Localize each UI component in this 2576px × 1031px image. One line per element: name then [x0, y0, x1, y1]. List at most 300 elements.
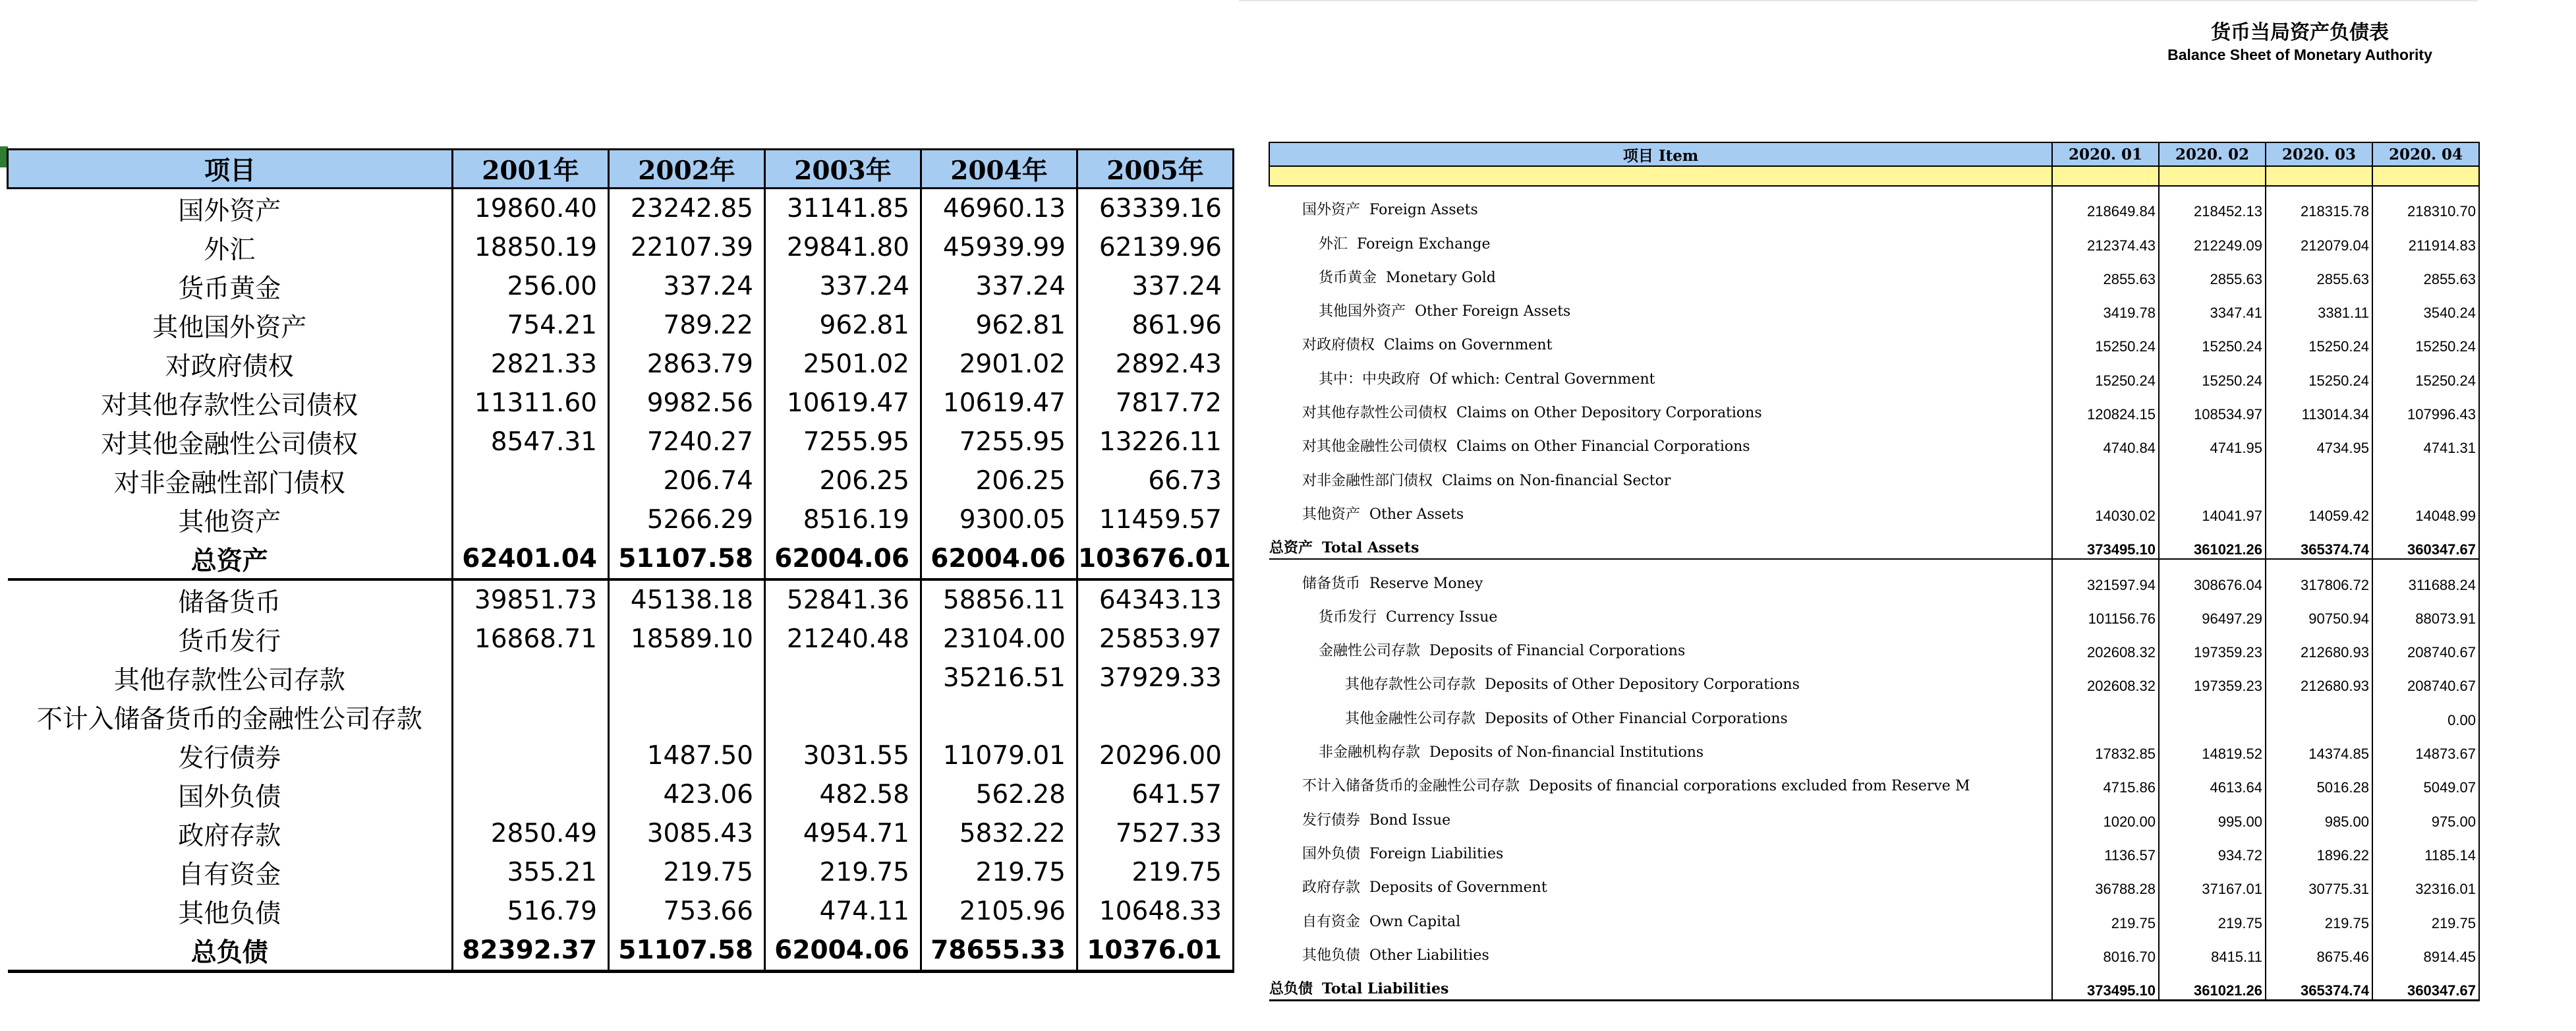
value-cell: 8415.11	[2159, 932, 2266, 966]
row-label	[1269, 423, 2052, 457]
value-cell	[765, 659, 921, 697]
row-label	[1269, 525, 2052, 559]
highlight-cell	[2372, 166, 2479, 186]
value-cell: 197359.23	[2159, 628, 2266, 661]
value-cell: 355.21	[453, 853, 609, 892]
value-cell: 63339.16	[1077, 189, 1234, 229]
table-row	[1269, 763, 2479, 796]
value-cell: 482.58	[765, 775, 921, 814]
row-label-cn: 发行债券	[1302, 811, 1361, 829]
value-cell: 219.75	[2266, 898, 2372, 931]
value-cell: 218315.78	[2266, 186, 2372, 220]
left-header-row	[8, 150, 1234, 189]
row-label-cn: 其他存款性公司存款	[1345, 676, 1476, 693]
value-cell: 37167.01	[2159, 864, 2266, 898]
row-label: 外汇	[8, 228, 453, 267]
value-cell: 13226.11	[1077, 423, 1234, 461]
value-cell: 51107.58	[609, 539, 765, 579]
value-cell: 108534.97	[2159, 390, 2266, 423]
value-cell: 337.24	[609, 267, 765, 306]
value-cell: 212249.09	[2159, 220, 2266, 254]
value-cell	[453, 697, 609, 736]
row-label	[1269, 831, 2052, 864]
value-cell: 36788.28	[2052, 864, 2159, 898]
value-cell: 9982.56	[609, 384, 765, 423]
table-row	[1269, 831, 2479, 864]
row-label: 其他国外资产	[8, 306, 453, 345]
value-cell: 962.81	[921, 306, 1077, 345]
row-label	[1269, 390, 2052, 423]
value-cell: 18589.10	[609, 620, 765, 659]
value-cell: 208740.67	[2372, 628, 2479, 661]
row-label-en: Total Assets	[1322, 539, 1419, 557]
left-balance-table	[7, 148, 1232, 973]
value-cell: 10648.33	[1077, 892, 1234, 931]
row-label-en: Deposits of financial corporations excluded from Reserve M	[1529, 778, 1970, 795]
row-label-cn: 对非金融性部门债权	[1302, 472, 1433, 489]
value-cell: 46960.13	[921, 189, 1077, 229]
value-cell: 4715.86	[2052, 763, 2159, 796]
value-cell: 14030.02	[2052, 491, 2159, 525]
value-cell: 2855.63	[2266, 254, 2372, 288]
table-row	[1269, 729, 2479, 763]
row-label: 发行债券	[8, 736, 453, 775]
value-cell: 82392.37	[453, 931, 609, 972]
row-label-cn: 非金融机构存款	[1319, 744, 1421, 761]
row-label-cn: 国外负债	[1302, 845, 1361, 862]
value-cell: 8547.31	[453, 423, 609, 461]
value-cell: 5266.29	[609, 500, 765, 539]
row-label-en: Claims on Non-financial Sector	[1442, 472, 1671, 489]
value-cell: 641.57	[1077, 775, 1234, 814]
value-cell: 2855.63	[2159, 254, 2266, 288]
row-label	[1269, 322, 2052, 355]
value-cell: 4740.84	[2052, 423, 2159, 457]
value-cell: 14059.42	[2266, 491, 2372, 525]
value-cell: 5016.28	[2266, 763, 2372, 796]
highlight-cell	[2052, 166, 2159, 186]
row-label	[1269, 220, 2052, 254]
row-label-cn: 政府存款	[1302, 879, 1361, 897]
row-label	[1269, 628, 2052, 661]
row-label	[1269, 932, 2052, 966]
row-label-en: Reserve Money	[1369, 575, 1483, 592]
value-cell	[453, 775, 609, 814]
row-label-en: Deposits of Financial Corporations	[1429, 643, 1686, 660]
row-label: 对政府债权	[8, 345, 453, 384]
value-cell: 25853.97	[1077, 620, 1234, 659]
value-cell: 7255.95	[921, 423, 1077, 461]
table-row	[1269, 966, 2479, 1001]
value-cell: 8516.19	[765, 500, 921, 539]
row-label-en: Deposits of Other Depository Corporations	[1485, 676, 1800, 693]
value-cell: 317806.72	[2266, 559, 2372, 593]
table-row	[8, 461, 1234, 500]
table-row	[8, 892, 1234, 931]
value-cell: 15250.24	[2266, 322, 2372, 355]
value-cell: 753.66	[609, 892, 765, 931]
value-cell: 4613.64	[2159, 763, 2266, 796]
row-label-cn: 其中：中央政府	[1319, 370, 1421, 388]
table-row	[8, 931, 1234, 972]
value-cell: 2850.49	[453, 814, 609, 853]
value-cell: 62139.96	[1077, 228, 1234, 267]
value-cell: 219.75	[2159, 898, 2266, 931]
table-row	[1269, 559, 2479, 593]
value-cell: 321597.94	[2052, 559, 2159, 593]
value-cell: 29841.80	[765, 228, 921, 267]
table-row	[1269, 390, 2479, 423]
table-row	[8, 775, 1234, 814]
value-cell: 365374.74	[2266, 966, 2372, 1001]
row-label	[1269, 796, 2052, 830]
table-row	[1269, 186, 2479, 220]
row-label: 政府存款	[8, 814, 453, 853]
value-cell: 14374.85	[2266, 729, 2372, 763]
value-cell: 8016.70	[2052, 932, 2159, 966]
value-cell: 7527.33	[1077, 814, 1234, 853]
row-label: 对其他存款性公司债权	[8, 384, 453, 423]
value-cell: 337.24	[765, 267, 921, 306]
right-header-row	[1269, 142, 2479, 166]
value-cell: 361021.26	[2159, 525, 2266, 559]
table-row	[8, 697, 1234, 736]
row-label: 国外资产	[8, 189, 453, 229]
value-cell: 975.00	[2372, 796, 2479, 830]
value-cell: 19860.40	[453, 189, 609, 229]
row-label-cn: 不计入储备货币的金融性公司存款	[1302, 778, 1520, 795]
value-cell: 52841.36	[765, 579, 921, 620]
row-label-cn: 对政府债权	[1302, 337, 1375, 354]
row-label	[1269, 559, 2052, 593]
value-cell: 365374.74	[2266, 525, 2372, 559]
table-row	[8, 189, 1234, 229]
right-table-title: 货币当局资产负债表	[2211, 21, 2389, 44]
row-label-cn: 外汇	[1319, 235, 1348, 252]
value-cell: 37929.33	[1077, 659, 1234, 697]
value-cell: 5049.07	[2372, 763, 2479, 796]
row-label	[1269, 729, 2052, 763]
table-row	[1269, 525, 2479, 559]
value-cell: 2855.63	[2052, 254, 2159, 288]
row-label-en: Claims on Government	[1384, 337, 1553, 354]
value-cell: 218649.84	[2052, 186, 2159, 220]
value-cell: 14873.67	[2372, 729, 2479, 763]
value-cell: 3085.43	[609, 814, 765, 853]
value-cell: 8914.45	[2372, 932, 2479, 966]
value-cell: 51107.58	[609, 931, 765, 972]
value-cell: 23104.00	[921, 620, 1077, 659]
value-cell: 1487.50	[609, 736, 765, 775]
row-label-en: Deposits of Other Financial Corporations	[1485, 710, 1788, 727]
row-label-en: Bond Issue	[1369, 811, 1451, 829]
row-label: 其他资产	[8, 500, 453, 539]
value-cell: 3419.78	[2052, 288, 2159, 322]
right-header-month: 2020. 01	[2052, 142, 2159, 166]
row-label-en: Deposits of Non-financial Institutions	[1429, 744, 1704, 761]
row-label-en: Total Liabilities	[1322, 980, 1449, 998]
row-label	[1269, 254, 2052, 288]
table-row	[1269, 254, 2479, 288]
value-cell: 107996.43	[2372, 390, 2479, 423]
table-row	[8, 228, 1234, 267]
value-cell: 212374.43	[2052, 220, 2159, 254]
row-label	[1269, 457, 2052, 490]
row-label-cn: 货币黄金	[1319, 269, 1377, 286]
table-row	[1269, 661, 2479, 695]
row-label	[1269, 695, 2052, 728]
value-cell: 219.75	[2052, 898, 2159, 931]
row-label	[1269, 355, 2052, 389]
row-label: 总负债	[8, 931, 453, 972]
value-cell: 2901.02	[921, 345, 1077, 384]
value-cell: 15250.24	[2372, 355, 2479, 389]
value-cell: 14041.97	[2159, 491, 2266, 525]
row-label-en: Other Assets	[1369, 506, 1464, 523]
value-cell: 360347.67	[2372, 966, 2479, 1001]
table-row	[8, 423, 1234, 461]
value-cell: 90750.94	[2266, 594, 2372, 628]
value-cell: 14819.52	[2159, 729, 2266, 763]
row-label-cn: 货币发行	[1319, 608, 1377, 626]
value-cell: 120824.15	[2052, 390, 2159, 423]
table-row	[1269, 594, 2479, 628]
table-row	[1269, 796, 2479, 830]
value-cell: 10619.47	[765, 384, 921, 423]
row-label: 储备货币	[8, 579, 453, 620]
right-header-highlight-row	[1269, 166, 2479, 186]
value-cell: 1185.14	[2372, 831, 2479, 864]
row-label-en: Own Capital	[1369, 913, 1461, 930]
row-label-cn: 国外资产	[1302, 202, 1361, 219]
value-cell	[453, 500, 609, 539]
left-header-year: 2001年	[453, 150, 609, 189]
table-row	[8, 384, 1234, 423]
row-label-en: Foreign Liabilities	[1369, 845, 1504, 862]
right-header-item: 项目 Item	[1269, 142, 2052, 166]
value-cell: 206.25	[921, 461, 1077, 500]
value-cell: 3031.55	[765, 736, 921, 775]
value-cell: 5832.22	[921, 814, 1077, 853]
value-cell: 45939.99	[921, 228, 1077, 267]
value-cell: 206.25	[765, 461, 921, 500]
row-label	[1269, 661, 2052, 695]
highlight-cell	[2266, 166, 2372, 186]
table-row	[8, 500, 1234, 539]
row-label-cn: 其他负债	[1302, 947, 1361, 964]
value-cell: 373495.10	[2052, 525, 2159, 559]
highlight-cell	[2159, 166, 2266, 186]
row-label: 对非金融性部门债权	[8, 461, 453, 500]
table-row	[8, 620, 1234, 659]
value-cell	[2159, 457, 2266, 490]
value-cell: 789.22	[609, 306, 765, 345]
value-cell	[2266, 695, 2372, 728]
row-label-cn: 其他资产	[1302, 506, 1361, 523]
table-row	[8, 306, 1234, 345]
row-label	[1269, 966, 2052, 1001]
value-cell: 20296.00	[1077, 736, 1234, 775]
value-cell: 361021.26	[2159, 966, 2266, 1001]
row-label	[1269, 763, 2052, 796]
table-row	[8, 736, 1234, 775]
table-row	[8, 539, 1234, 579]
value-cell: 103676.01	[1077, 539, 1234, 579]
left-header-year: 2005年	[1077, 150, 1234, 189]
value-cell: 45138.18	[609, 579, 765, 620]
row-label-cn: 金融性公司存款	[1319, 643, 1421, 660]
row-label: 货币发行	[8, 620, 453, 659]
value-cell: 208740.67	[2372, 661, 2479, 695]
value-cell: 18850.19	[453, 228, 609, 267]
value-cell: 1020.00	[2052, 796, 2159, 830]
value-cell	[453, 461, 609, 500]
value-cell: 962.81	[765, 306, 921, 345]
table-row	[1269, 491, 2479, 525]
row-label-en: Monetary Gold	[1386, 269, 1496, 286]
value-cell: 2863.79	[609, 345, 765, 384]
value-cell: 219.75	[2372, 898, 2479, 931]
highlight-cell	[1269, 166, 2052, 186]
value-cell: 3381.11	[2266, 288, 2372, 322]
value-cell: 218310.70	[2372, 186, 2479, 220]
value-cell: 474.11	[765, 892, 921, 931]
table-row	[1269, 423, 2479, 457]
value-cell: 15250.24	[2159, 322, 2266, 355]
left-header-year: 2003年	[765, 150, 921, 189]
right-header-month: 2020. 02	[2159, 142, 2266, 166]
row-label-cn: 储备货币	[1302, 575, 1361, 592]
value-cell: 96497.29	[2159, 594, 2266, 628]
value-cell: 373495.10	[2052, 966, 2159, 1001]
value-cell: 15250.24	[2159, 355, 2266, 389]
row-label: 自有资金	[8, 853, 453, 892]
value-cell: 8675.46	[2266, 932, 2372, 966]
value-cell: 22107.39	[609, 228, 765, 267]
row-label-cn: 总负债	[1269, 980, 1313, 998]
row-label	[1269, 898, 2052, 931]
value-cell: 23242.85	[609, 189, 765, 229]
value-cell: 62004.06	[921, 539, 1077, 579]
value-cell: 934.72	[2159, 831, 2266, 864]
right-header-month: 2020. 03	[2266, 142, 2372, 166]
value-cell: 995.00	[2159, 796, 2266, 830]
value-cell: 1896.22	[2266, 831, 2372, 864]
table-row	[1269, 932, 2479, 966]
value-cell: 2855.63	[2372, 254, 2479, 288]
value-cell: 21240.48	[765, 620, 921, 659]
value-cell: 211914.83	[2372, 220, 2479, 254]
table-row	[8, 579, 1234, 620]
value-cell: 423.06	[609, 775, 765, 814]
value-cell: 31141.85	[765, 189, 921, 229]
table-row	[1269, 695, 2479, 728]
left-header-year: 2002年	[609, 150, 765, 189]
value-cell: 219.75	[921, 853, 1077, 892]
row-label-en: Claims on Other Financial Corporations	[1456, 438, 1750, 456]
value-cell: 0.00	[2372, 695, 2479, 728]
value-cell: 62401.04	[453, 539, 609, 579]
value-cell: 218452.13	[2159, 186, 2266, 220]
value-cell	[2266, 457, 2372, 490]
table-row	[8, 814, 1234, 853]
row-label: 货币黄金	[8, 267, 453, 306]
row-label-en: Currency Issue	[1386, 608, 1498, 626]
value-cell: 88073.91	[2372, 594, 2479, 628]
value-cell	[921, 697, 1077, 736]
value-cell: 10376.01	[1077, 931, 1234, 972]
right-header-month: 2020. 04	[2372, 142, 2479, 166]
value-cell: 32316.01	[2372, 864, 2479, 898]
value-cell: 219.75	[1077, 853, 1234, 892]
value-cell: 2105.96	[921, 892, 1077, 931]
row-label: 对其他金融性公司债权	[8, 423, 453, 461]
value-cell: 15250.24	[2052, 355, 2159, 389]
value-cell: 202608.32	[2052, 628, 2159, 661]
row-label	[1269, 491, 2052, 525]
value-cell: 562.28	[921, 775, 1077, 814]
value-cell: 206.74	[609, 461, 765, 500]
row-label-en: Claims on Other Depository Corporations	[1456, 405, 1762, 422]
right-table-subtitle: Balance Sheet of Monetary Authority	[2167, 46, 2432, 63]
value-cell: 64343.13	[1077, 579, 1234, 620]
row-label	[1269, 288, 2052, 322]
left-header-item: 项目	[8, 150, 453, 189]
row-label: 总资产	[8, 539, 453, 579]
value-cell	[2052, 457, 2159, 490]
value-cell: 7817.72	[1077, 384, 1234, 423]
value-cell: 66.73	[1077, 461, 1234, 500]
value-cell: 113014.34	[2266, 390, 2372, 423]
value-cell	[2159, 695, 2266, 728]
value-cell: 2892.43	[1077, 345, 1234, 384]
value-cell: 35216.51	[921, 659, 1077, 697]
value-cell: 10619.47	[921, 384, 1077, 423]
value-cell: 219.75	[609, 853, 765, 892]
value-cell: 212680.93	[2266, 628, 2372, 661]
value-cell: 17832.85	[2052, 729, 2159, 763]
row-label-en: Deposits of Government	[1369, 879, 1547, 897]
value-cell: 516.79	[453, 892, 609, 931]
row-label-cn: 总资产	[1269, 539, 1313, 557]
value-cell	[1077, 697, 1234, 736]
value-cell	[453, 659, 609, 697]
value-cell: 15250.24	[2372, 322, 2479, 355]
row-label	[1269, 594, 2052, 628]
value-cell: 9300.05	[921, 500, 1077, 539]
value-cell: 4954.71	[765, 814, 921, 853]
value-cell: 101156.76	[2052, 594, 2159, 628]
value-cell: 11311.60	[453, 384, 609, 423]
value-cell: 11459.57	[1077, 500, 1234, 539]
value-cell: 4741.95	[2159, 423, 2266, 457]
value-cell	[609, 697, 765, 736]
value-cell: 15250.24	[2266, 355, 2372, 389]
table-row	[1269, 322, 2479, 355]
value-cell: 212680.93	[2266, 661, 2372, 695]
value-cell: 30775.31	[2266, 864, 2372, 898]
table-row	[1269, 628, 2479, 661]
value-cell: 3540.24	[2372, 288, 2479, 322]
top-border-line	[1239, 0, 2478, 1]
value-cell: 861.96	[1077, 306, 1234, 345]
value-cell: 4734.95	[2266, 423, 2372, 457]
row-label-en: Foreign Exchange	[1357, 235, 1491, 252]
value-cell: 7255.95	[765, 423, 921, 461]
value-cell: 308676.04	[2159, 559, 2266, 593]
value-cell: 202608.32	[2052, 661, 2159, 695]
row-label: 不计入储备货币的金融性公司存款	[8, 697, 453, 736]
